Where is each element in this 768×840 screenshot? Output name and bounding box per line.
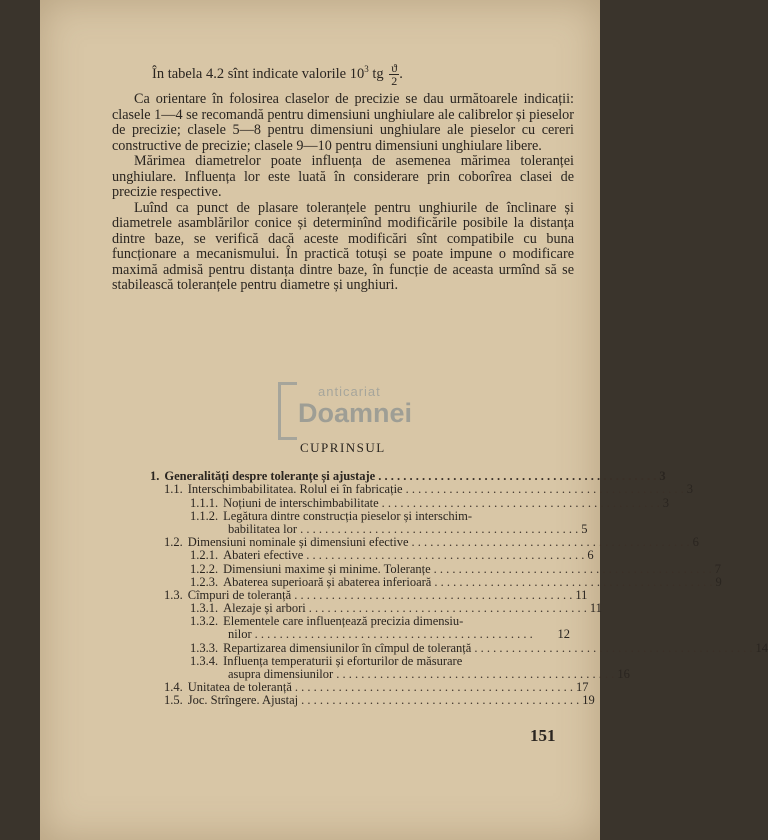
page-number: 151 [530, 726, 556, 745]
paragraph: Mărimea diametrelor poate influența de asemenea mărimea toleranței unghiulare. Influența lor este luată în considerare prin coborîrea clasei de precizie respective. [112, 153, 574, 200]
toc-leader-dots: . . . . . . . . . . . . . . . . . . . . . . . . . . . . . . . . . . . . . . . . . . . . . [294, 680, 573, 695]
toc-number: 1.2. [164, 535, 183, 550]
toc-title-text: Elementele care influențează precizia dimensiu- [223, 614, 464, 629]
toc-row [150, 601, 602, 616]
toc-number: 1.1.1. [190, 495, 219, 510]
toc-row [150, 693, 595, 708]
toc-number: 1.3.1. [190, 601, 219, 616]
toc-leader-dots: . . . . . . . . . . . . . . . . . . . . . . . . . . . . . . . . . . . . . . . . . . . . . [378, 469, 657, 484]
toc-title-text: Abateri efective [223, 548, 304, 563]
toc-title-text: Dimensiuni maxime și minime. Toleranțe [223, 561, 431, 576]
toc-title-text: nilor [228, 627, 252, 642]
toc-number: 1.5. [164, 693, 183, 708]
toc-leader-dots: . . . . . . . . . . . . . . . . . . . . . . . . . . . . . . . . . . . . . . . . . . . . . [405, 482, 684, 497]
toc-page: 12 [557, 627, 570, 642]
toc-title-text: Influența temperaturii și eforturilor de măsurare [223, 653, 463, 668]
toc-row [150, 482, 693, 497]
toc-leader-dots: . . . . . . . . . . . . . . . . . . . . . . . . . . . . . . . . . . . . . . . . . . . . . [433, 561, 712, 576]
toc-number: 1. [150, 469, 160, 484]
toc-number: 1.3.4. [190, 653, 219, 668]
toc-number: 1.1.2. [190, 508, 219, 523]
toc-title-text: asupra dimensiunilor [228, 667, 334, 681]
toc-title: CUPRINSUL [300, 440, 386, 455]
toc-title-text: Dimensiuni nominale și dimensiuni efective [187, 535, 409, 550]
toc-row [150, 510, 570, 523]
toc-page: 7 [714, 561, 722, 576]
toc-title-text: Noțiuni de interschimbabilitate [223, 495, 379, 510]
formula-line [152, 62, 403, 87]
table-of-contents [150, 469, 768, 708]
toc-leader-dots: . . . . . . . . . . . . . . . . . . . . . . . . . . . . . . . . . . . . . . . . . . . . . [294, 587, 573, 602]
toc-leader-dots: . . . . . . . . . . . . . . . . . . . . . . . . . . . . . . . . . . . . . . . . . . . . . [306, 548, 585, 563]
toc-row [150, 469, 666, 484]
toc-title-text: Repartizarea dimensiunilor în cîmpul de toleranță [223, 640, 472, 655]
toc-leader-dots: . . . . . . . . . . . . . . . . . . . . . . . . . . . . . . . . . . . . . . . . . . . . . [381, 495, 660, 510]
book-page [40, 0, 768, 840]
toc-leader-dots: . . . . . . . . . . . . . . . . . . . . . . . . . . . . . . . . . . . . . . . . . . . . . [308, 601, 587, 616]
toc-page: 11 [589, 601, 602, 616]
toc-page: 16 [617, 667, 630, 681]
toc-page: 19 [582, 693, 595, 708]
toc-title-text: Joc. Strîngere. Ajustaj [187, 693, 299, 708]
toc-number: 1.2.1. [190, 548, 219, 563]
toc-row [150, 495, 670, 510]
formula-function: tg [368, 65, 384, 82]
toc-row [150, 521, 588, 536]
toc-number: 1.3.2. [190, 614, 219, 629]
toc-number: 1.3.3. [190, 640, 219, 655]
toc-row [150, 655, 570, 668]
paragraph: Ca orientare în folosirea claselor de precizie se dau următoarele indicații: clasele 1—4 se recomandă pentru dimensiuni unghiulare ale calibrelor și pieselor de precizie; clasele 5—8 pentru dimensiuni unghiulare ale pieselor cu cereri constructive de precizie; clasele 9—10 pentru dimensiuni unghiulare libere. [112, 91, 574, 154]
watermark-bracket [278, 382, 297, 440]
toc-row [150, 615, 570, 628]
toc-row [150, 628, 570, 641]
toc-number: 1.2.3. [190, 574, 219, 589]
toc-page: 6 [692, 535, 699, 550]
toc-title-text: Cîmpuri de toleranță [187, 587, 292, 602]
toc-page: 5 [581, 521, 588, 536]
toc-row [150, 680, 589, 695]
toc-title-text: Alezaje și arbori [223, 601, 306, 616]
watermark-top: anticariat [318, 384, 381, 399]
paragraph: Luînd ca punct de plasare toleranțele pentru unghiurile de înclinare și diametrele asamblărilor conice și determinînd modificările posibile la distanța dintre baze, se verifică dacă aceste modificări sînt compatibile cu buna funcționare a mecanismului. În practică totuși se poate impune o modificare maximă admisă pentru distanța dintre baze, în funcție de aceasta urmînd să se stabilească toleranțele pentru diametre și unghiuri. [112, 199, 574, 293]
toc-title-text: Legătura dintre construcția pieselor și interschim- [223, 508, 472, 523]
toc-number: 1.2.2. [190, 561, 219, 576]
formula-text: În tabela 4.2 sînt indicate valorile 10 [152, 65, 365, 82]
body-text [112, 92, 574, 294]
watermark-logo [278, 382, 438, 442]
toc-row [150, 640, 768, 655]
toc-page: 14 [755, 640, 768, 655]
toc-leader-dots: . . . . . . . . . . . . . . . . . . . . . . . . . . . . . . . . . . . . . . . . . . . . . [411, 535, 690, 550]
toc-leader-dots: . . . . . . . . . . . . . . . . . . . . . . . . . . . . . . . . . . . . . . . . . . . . . [254, 627, 533, 642]
toc-row [150, 574, 722, 589]
toc-row [150, 548, 594, 563]
toc-leader-dots: . . . . . . . . . . . . . . . . . . . . . . . . . . . . . . . . . . . . . . . . . . . . . [474, 640, 753, 655]
toc-leader-dots: . . . . . . . . . . . . . . . . . . . . . . . . . . . . . . . . . . . . . . . . . . . . . [336, 667, 615, 681]
formula-fraction [389, 62, 399, 87]
toc-row [150, 667, 630, 681]
toc-page: 17 [576, 680, 589, 695]
watermark-main: Doamnei [298, 398, 413, 428]
toc-page: 3 [662, 495, 670, 510]
toc-number: 1.1. [164, 482, 183, 497]
toc-leader-dots: . . . . . . . . . . . . . . . . . . . . . . . . . . . . . . . . . . . . . . . . . . . . . [434, 574, 713, 589]
toc-title-text: Unitatea de toleranță [187, 680, 292, 695]
toc-title-text: Generalități despre toleranțe și ajustaje [164, 469, 376, 484]
toc-title-text: Interschimbabilitatea. Rolul ei în fabricație [187, 482, 403, 497]
fraction-numerator: ϑ [391, 61, 398, 75]
toc-page: 3 [686, 482, 693, 497]
toc-page: 11 [575, 587, 588, 602]
toc-page: 6 [587, 548, 594, 563]
toc-row [150, 535, 699, 550]
toc-leader-dots: . . . . . . . . . . . . . . . . . . . . . . . . . . . . . . . . . . . . . . . . . . . . . [301, 693, 580, 708]
fraction-denominator: 2 [391, 74, 398, 88]
toc-title-text: Abaterea superioară și abaterea inferioară [223, 574, 432, 589]
toc-leader-dots: . . . . . . . . . . . . . . . . . . . . . . . . . . . . . . . . . . . . . . . . . . . . . [300, 521, 579, 536]
toc-page: 3 [659, 469, 666, 484]
formula-end: . [399, 65, 403, 82]
formula-exponent: 3 [364, 64, 369, 74]
toc-row [150, 561, 722, 576]
toc-row [150, 587, 588, 602]
toc-number: 1.4. [164, 680, 183, 695]
toc-page: 9 [715, 574, 722, 589]
toc-number: 1.3. [164, 587, 183, 602]
toc-title-text: babilitatea lor [228, 521, 298, 536]
